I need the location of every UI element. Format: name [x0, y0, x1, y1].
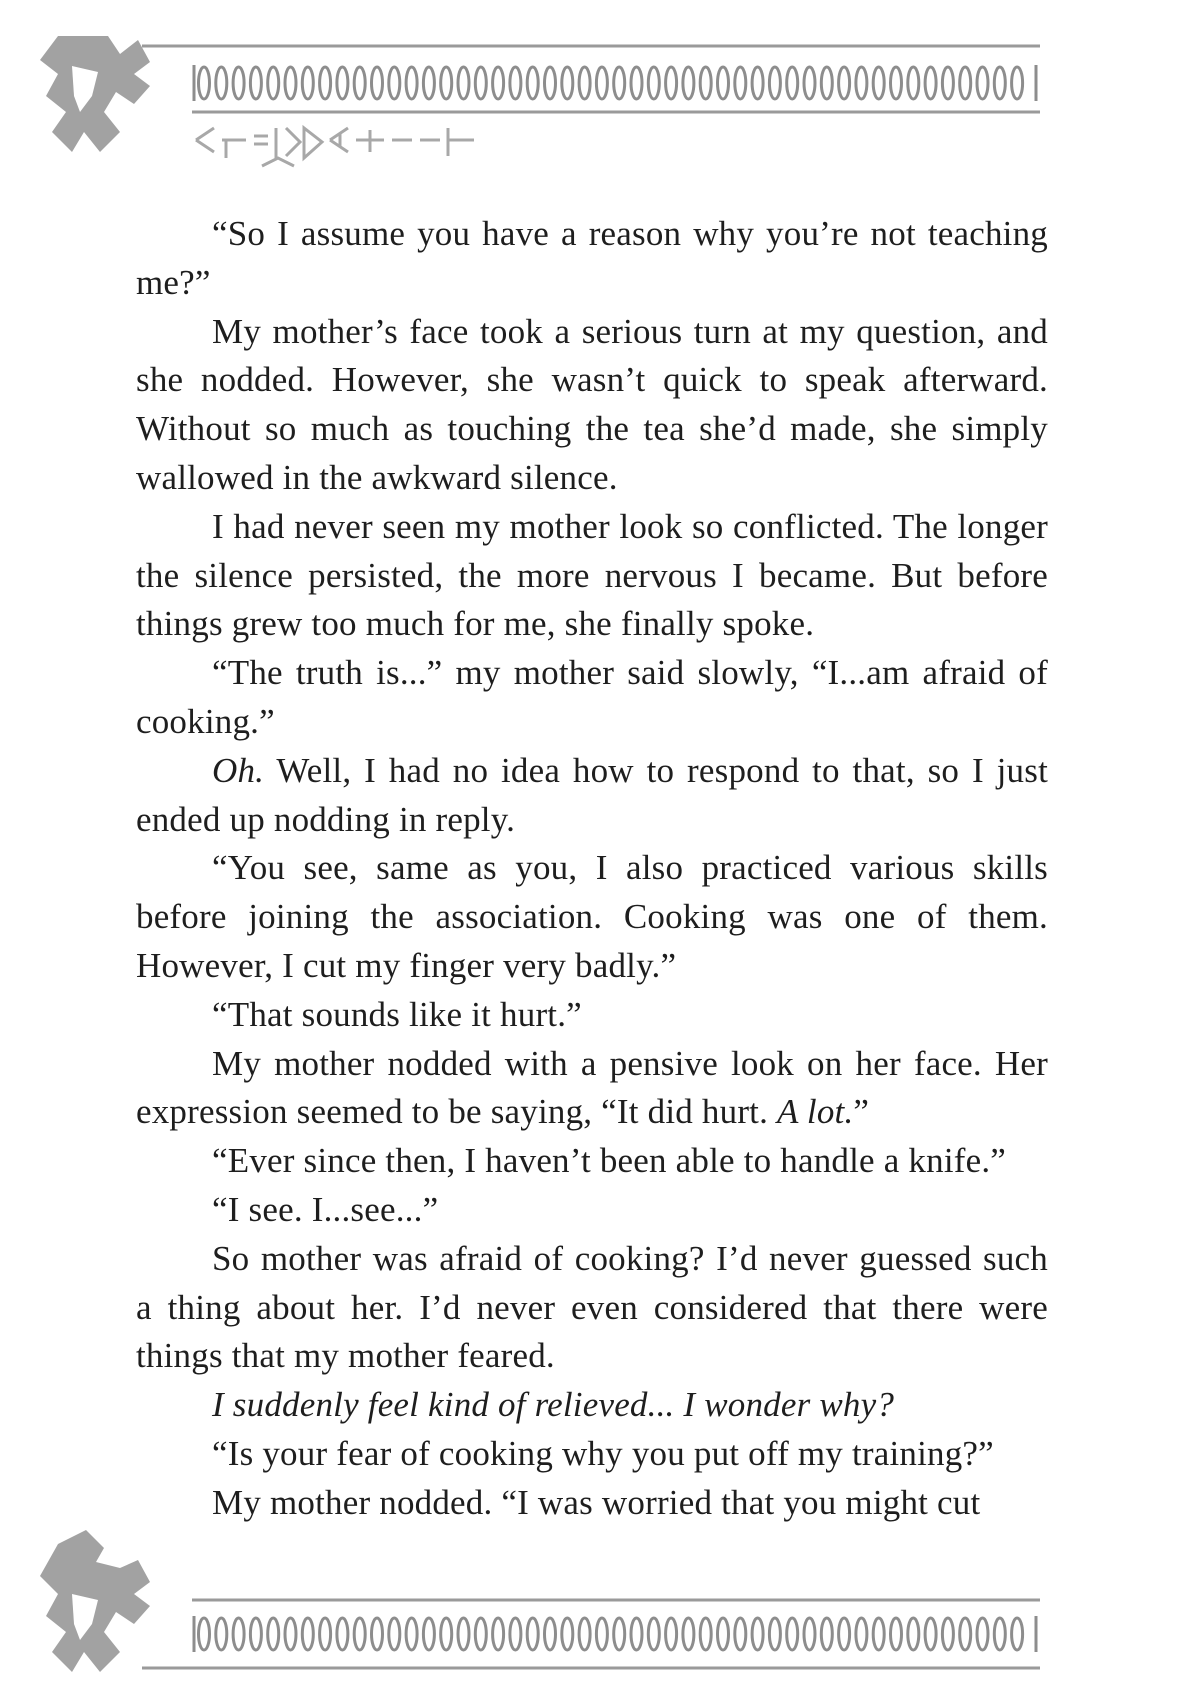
chain-link-icon	[614, 67, 625, 99]
chain-link-icon	[787, 1618, 798, 1650]
chain-link-icon	[458, 1618, 469, 1650]
chain-link-icon	[579, 67, 590, 99]
chain-link-icon	[441, 1618, 452, 1650]
ornate-border-icon	[0, 1520, 1200, 1706]
chain-link-icon	[475, 1618, 486, 1650]
chain-link-icon	[718, 67, 729, 99]
chain-link-icon	[302, 67, 313, 99]
chain-link-icon	[510, 1618, 521, 1650]
chain-link-icon	[735, 67, 746, 99]
paragraph: My mother nodded. “I was worried that you might cut	[212, 1482, 981, 1522]
footer-ornament	[0, 1520, 1200, 1706]
chain-link-icon	[891, 67, 902, 99]
paragraph: My mother’s face took a serious turn at my question, and she nodded. However, she wasn’t quick to speak afterward. Without so much as touching the tea she’d made, she simply wallowed in the awkward silence.	[136, 311, 1048, 497]
chain-link-icon	[579, 1618, 590, 1650]
chain-link-icon	[994, 1618, 1005, 1650]
chain-link-icon	[977, 1618, 988, 1650]
chain-link-icon	[562, 1618, 573, 1650]
paragraph	[136, 747, 1048, 845]
chain-link-icon	[199, 67, 210, 99]
paragraph	[136, 1040, 1048, 1138]
cross-emblem-icon	[40, 1530, 150, 1672]
chain-link-icon	[527, 67, 538, 99]
chain-link-icon	[596, 1618, 607, 1650]
chain-link-icon	[458, 67, 469, 99]
chain-link-icon	[769, 1618, 780, 1650]
paragraph: “You see, same as you, I also practiced various skills before joining the association. Cooking was one of them. However, I cut my finger very badly.”	[136, 848, 1048, 985]
paragraph-text: Well, I had no idea how to respond to that, so I just ended up nodding in reply.	[136, 750, 1048, 839]
chain-link-icon	[873, 67, 884, 99]
cross-emblem-icon	[40, 36, 150, 152]
paragraph-italic: I suddenly feel kind of relieved... I wonder why?	[212, 1385, 895, 1425]
chain-link-icon	[493, 67, 504, 99]
chain-link-icon	[372, 1618, 383, 1650]
chain-link-icon	[510, 67, 521, 99]
chain-link-icon	[821, 67, 832, 99]
chain-link-icon	[925, 67, 936, 99]
chain-link-icon	[942, 1618, 953, 1650]
chain-link-icon	[752, 1618, 763, 1650]
chain-link-icon	[683, 67, 694, 99]
chain-link-icon	[648, 67, 659, 99]
ornate-border-icon	[0, 0, 1200, 200]
chain-link-icon	[216, 67, 227, 99]
chain-link-icon	[1012, 1618, 1023, 1650]
chain-link-icon	[389, 67, 400, 99]
italic-text: A lot.	[777, 1092, 854, 1132]
chain-link-icon	[925, 1618, 936, 1650]
chain-link-icon	[596, 67, 607, 99]
paragraph: “I see. I...see...”	[212, 1189, 439, 1229]
chain-link-icon	[320, 1618, 331, 1650]
chain-link-icon	[942, 67, 953, 99]
chain-link-icon	[631, 1618, 642, 1650]
chain-link-icon	[233, 1618, 244, 1650]
chain-link-icon	[406, 1618, 417, 1650]
chain-link-icon	[423, 1618, 434, 1650]
chain-link-icon	[960, 67, 971, 99]
chain-link-icon	[354, 1618, 365, 1650]
header-ornament	[0, 0, 1200, 200]
chain-link-icon	[648, 1618, 659, 1650]
chain-link-icon	[285, 1618, 296, 1650]
chain-link-icon	[821, 1618, 832, 1650]
chain-link-icon	[250, 1618, 261, 1650]
paragraph: “So I assume you have a reason why you’re not teaching me?”	[136, 214, 1048, 302]
chain-link-icon	[891, 1618, 902, 1650]
chain-link-icon	[631, 67, 642, 99]
chain-link-icon	[683, 1618, 694, 1650]
chain-link-icon	[804, 1618, 815, 1650]
chain-link-icon	[545, 1618, 556, 1650]
paragraph: “Is your fear of cooking why you put off my training?”	[212, 1433, 994, 1473]
chain-link-icon	[977, 67, 988, 99]
paragraph: “Ever since then, I haven’t been able to handle a knife.”	[212, 1141, 1007, 1181]
chain-link-icon	[856, 67, 867, 99]
chain-link-icon	[199, 1618, 210, 1650]
chain-link-icon	[787, 67, 798, 99]
paragraph: So mother was afraid of cooking? I’d never guessed such a thing about her. I’d never even considered that there were things that my mother feared.	[136, 1238, 1048, 1376]
chain-link-icon	[908, 1618, 919, 1650]
chain-link-icon	[908, 67, 919, 99]
paragraph: I had never seen my mother look so conflicted. The longer the silence persisted, the more nervous I became. But before things grew too much for me, she finally spoke.	[136, 506, 1048, 644]
chain-link-icon	[804, 67, 815, 99]
chain-link-icon	[372, 67, 383, 99]
runic-glyphs-icon	[196, 128, 474, 166]
chain-link-icon	[700, 1618, 711, 1650]
chain-link-icon	[839, 67, 850, 99]
chain-link-icon	[735, 1618, 746, 1650]
chain-link-icon	[614, 1618, 625, 1650]
chain-link-icon	[752, 67, 763, 99]
chain-link-icon	[389, 1618, 400, 1650]
paragraph-text: My mother nodded with a pensive look on her face. Her expression seemed to be saying, “It did hurt.	[136, 1043, 1048, 1132]
chain-link-icon	[1012, 67, 1023, 99]
chain-link-icon	[527, 1618, 538, 1650]
chain-link-icon	[285, 67, 296, 99]
paragraph-text: ”	[853, 1092, 870, 1132]
chain-link-icon	[302, 1618, 313, 1650]
chain-link-icon	[423, 67, 434, 99]
chain-link-icon	[856, 1618, 867, 1650]
chain-link-icon	[216, 1618, 227, 1650]
chain-link-icon	[873, 1618, 884, 1650]
chain-link-icon	[441, 67, 452, 99]
chain-link-icon	[769, 67, 780, 99]
chain-link-icon	[268, 1618, 279, 1650]
chain-link-icon	[839, 1618, 850, 1650]
paragraph: “The truth is...” my mother said slowly, “I...am afraid of cooking.”	[136, 653, 1048, 741]
chain-link-icon	[320, 67, 331, 99]
chain-link-icon	[406, 67, 417, 99]
chain-link-icon	[545, 67, 556, 99]
italic-text: Oh.	[212, 750, 265, 790]
chain-link-icon	[337, 67, 348, 99]
chain-link-icon	[233, 67, 244, 99]
page-body-text	[136, 210, 1048, 1528]
chain-link-icon	[354, 67, 365, 99]
chain-link-icon	[337, 1618, 348, 1650]
chain-link-icon	[268, 67, 279, 99]
chain-link-icon	[994, 67, 1005, 99]
chain-link-icon	[666, 67, 677, 99]
chain-link-icon	[960, 1618, 971, 1650]
chain-link-icon	[475, 67, 486, 99]
paragraph: “That sounds like it hurt.”	[212, 994, 582, 1034]
chain-link-icon	[493, 1618, 504, 1650]
chain-link-icon	[666, 1618, 677, 1650]
chain-link-icon	[700, 67, 711, 99]
chain-link-icon	[562, 67, 573, 99]
chain-link-icon	[718, 1618, 729, 1650]
chain-link-icon	[250, 67, 261, 99]
